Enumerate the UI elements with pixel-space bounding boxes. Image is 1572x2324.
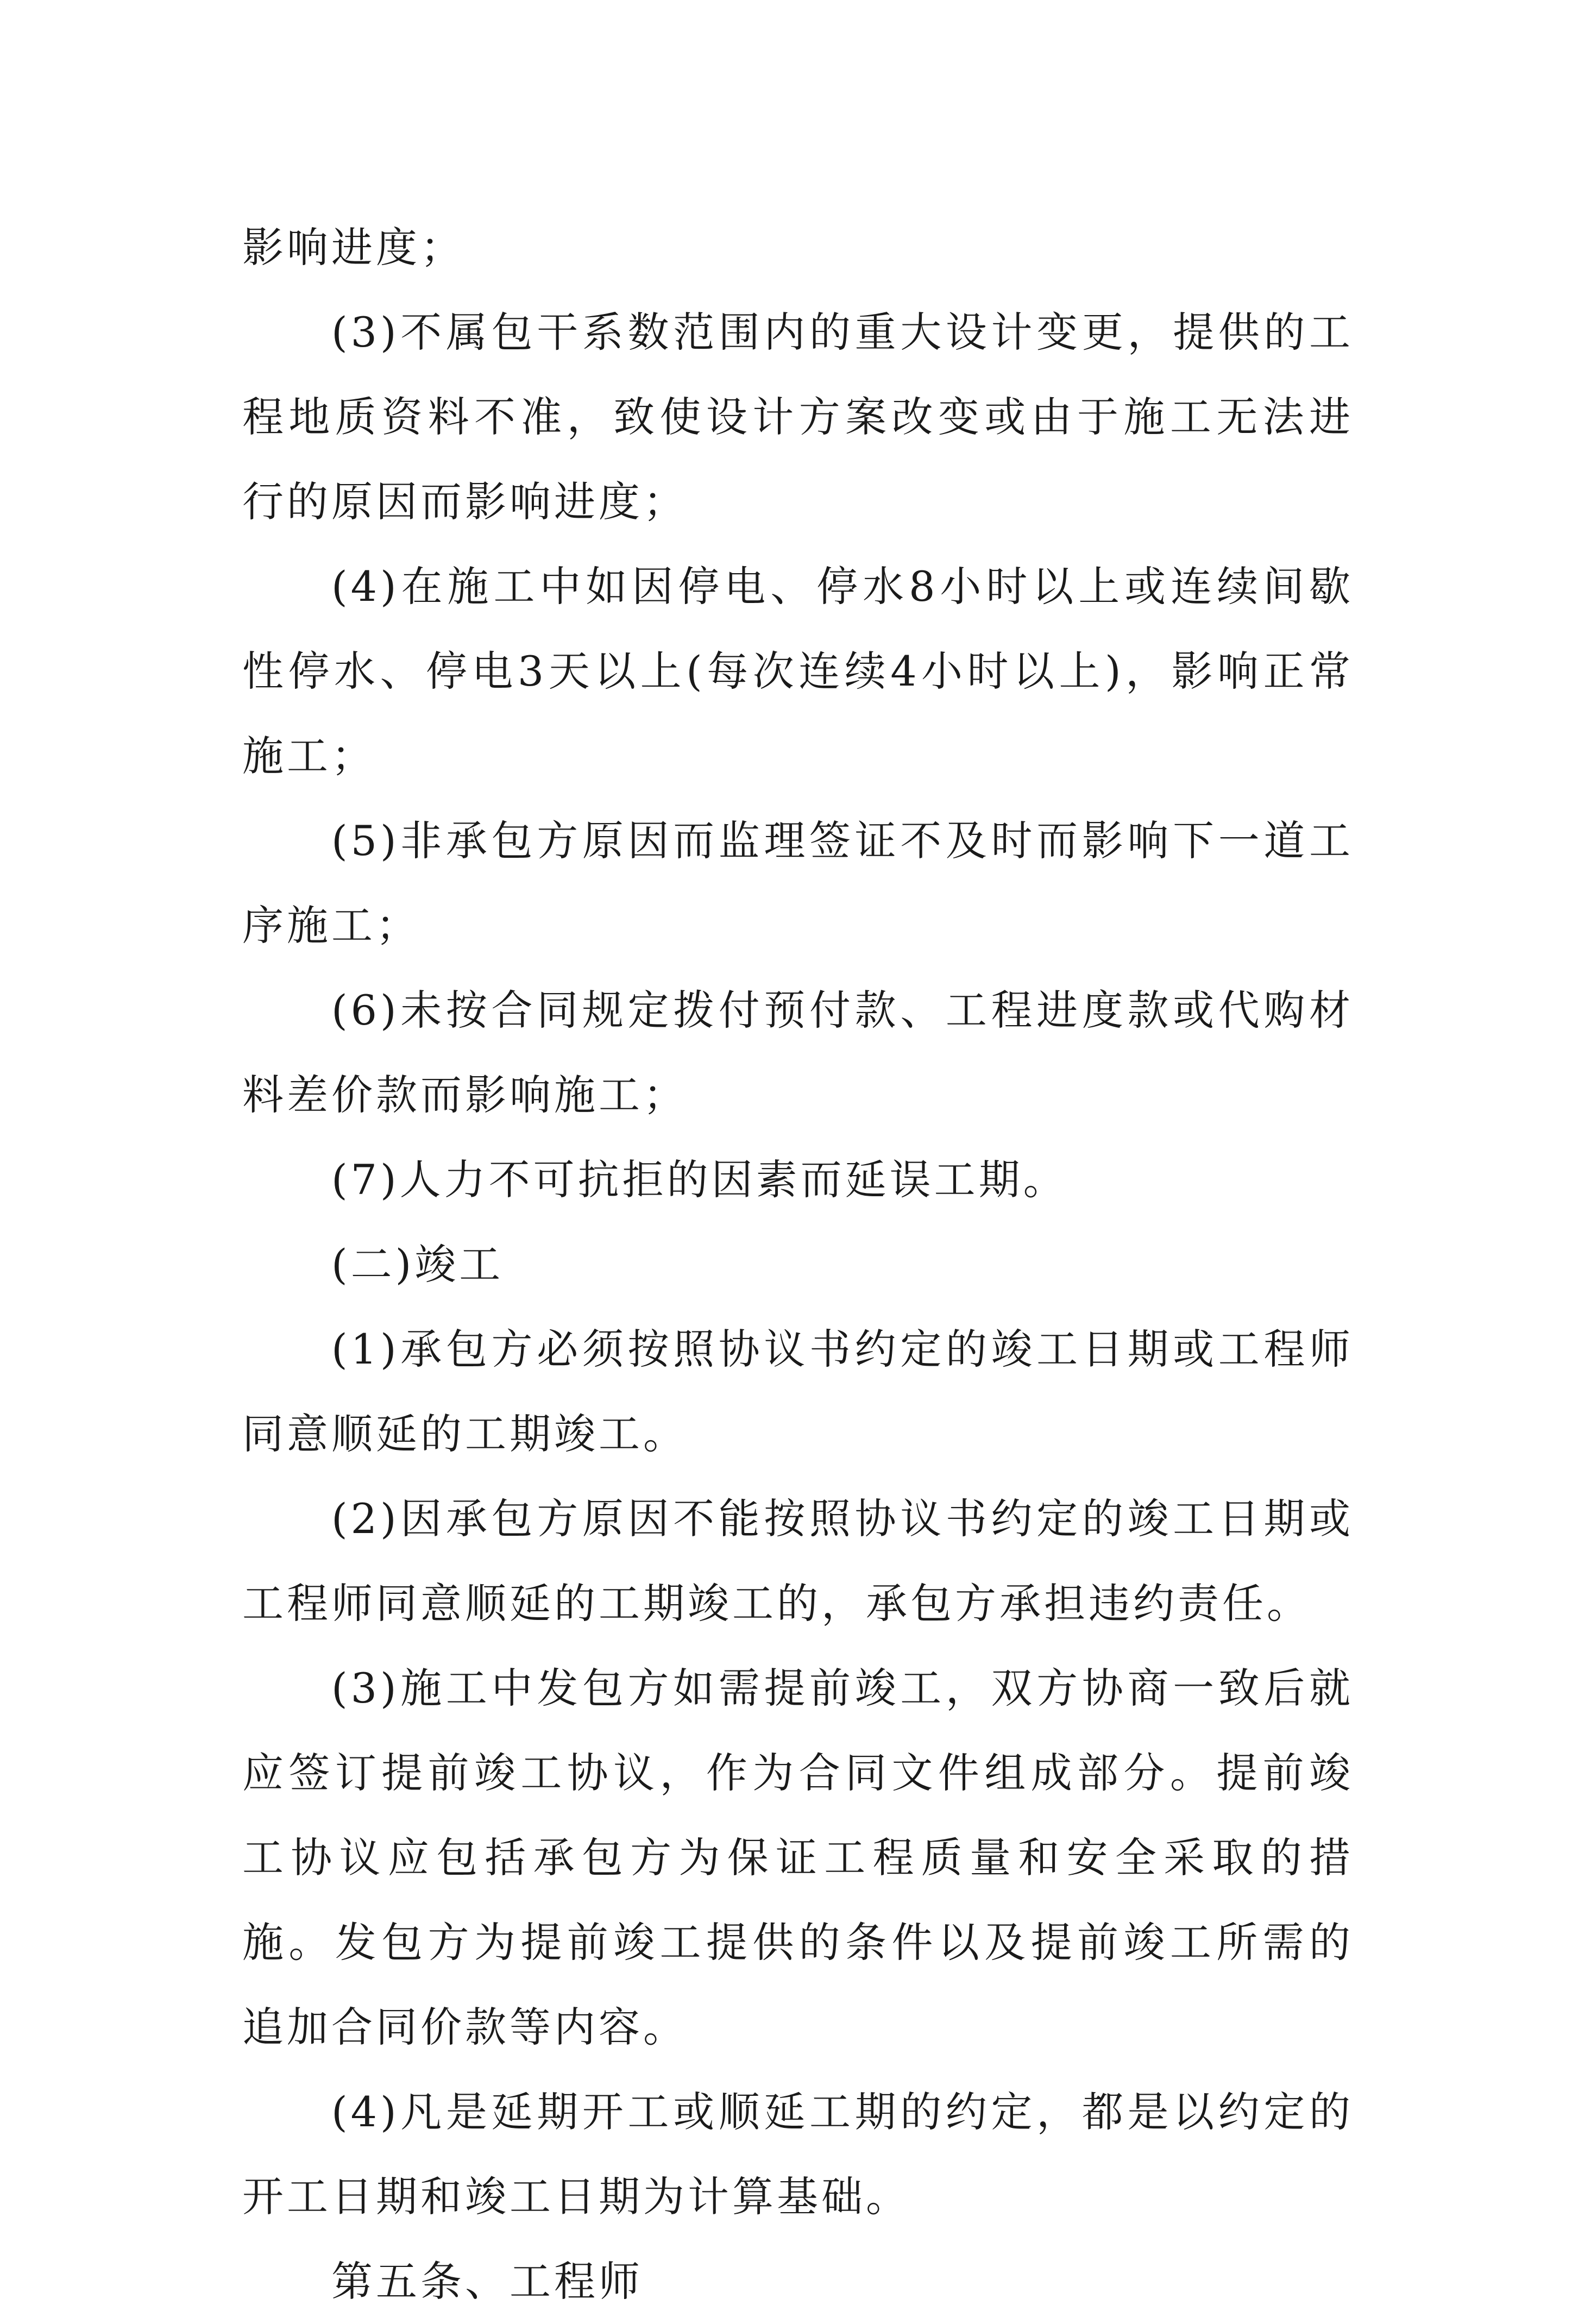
paragraph-completion-2: (2)因承包方原因不能按照协议书约定的竣工日期或工程师同意顺延的工期竣工的，承包方承担违约责任。 xyxy=(242,1494,1354,1628)
paragraph-item-6-payment-delay: (6)未按合同规定拨付预付款、工程进度款或代购材料差价款而影响施工； xyxy=(242,986,1354,1119)
paragraph-progress-impact-end: 影响进度； xyxy=(242,223,465,272)
paragraph-completion-3: (3)施工中发包方如需提前竣工，双方协商一致后就应签订提前竣工协议，作为合同文件组成部分。提前竣工协议应包括承包方为保证工程质量和安全采取的措施。发包方为提前竣工提供的条件以及提前竣工所需的追加合同价款等内容。 xyxy=(242,1664,1354,2051)
paragraph-completion-4: (4)凡是延期开工或顺延工期的约定，都是以约定的开工日期和竣工日期为计算基础。 xyxy=(242,2088,1354,2221)
paragraph-item-7-force-majeure: (7)人力不可抗拒的因素而延误工期。 xyxy=(331,1155,1068,1204)
article-heading-engineer: 第五条、工程师 xyxy=(331,2257,643,2306)
paragraph-item-3-design-change: (3)不属包干系数范围内的重大设计变更，提供的工程地质资料不准，致使设计方案改变或由于施工无法进行的原因而影响进度； xyxy=(242,308,1354,526)
document-body xyxy=(242,205,1354,2324)
section-heading-completion: (二)竣工 xyxy=(331,1240,504,1289)
paragraph-item-5-supervision-delay: (5)非承包方原因而监理签证不及时而影响下一道工序施工； xyxy=(242,816,1354,950)
paragraph-item-4-power-water-outage: (4)在施工中如因停电、停水8小时以上或连续间歇性停水、停电3天以上(每次连续4小时以上)，影响正常施工； xyxy=(242,562,1354,780)
paragraph-completion-1: (1)承包方必须按照协议书约定的竣工日期或工程师同意顺延的工期竣工。 xyxy=(242,1325,1354,1458)
